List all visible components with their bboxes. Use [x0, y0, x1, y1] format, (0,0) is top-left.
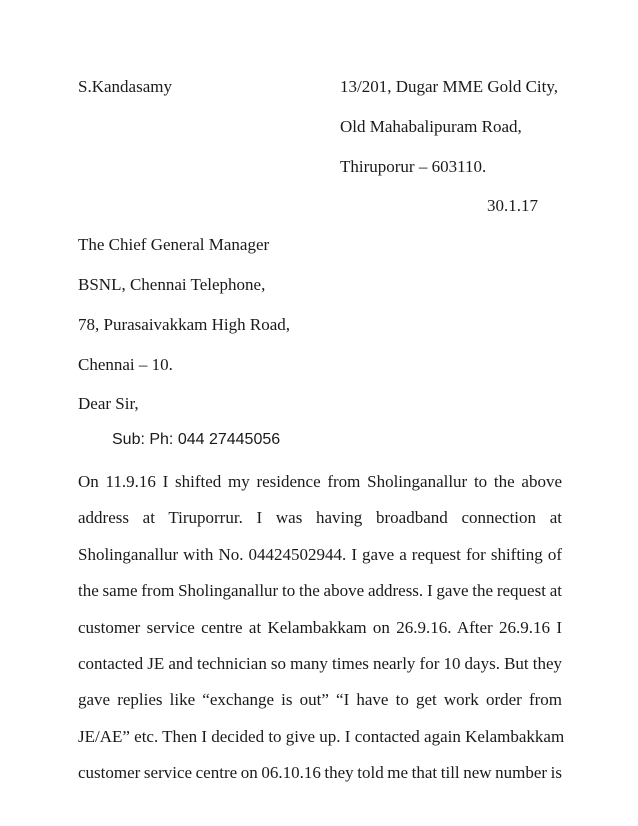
body-line: customer service centre on 06.10.16 they told me that till new number is [78, 763, 562, 783]
recipient-line-4: Chennai – 10. [78, 355, 173, 374]
body-line: contacted JE and technician so many times nearly for 10 days. But they [78, 653, 562, 673]
subject-line: Sub: Ph: 044 27445056 [112, 431, 281, 448]
body-line: gave replies like “exchange is out” “I have to get work order from [78, 690, 562, 710]
body-line: On 11.9.16 I shifted my residence from Sholinganallur to the above [78, 472, 562, 491]
body-line: the same from Sholinganallur to the above address. I gave the request at [78, 581, 562, 601]
body-paragraph [78, 464, 565, 792]
salutation: Dear Sir, [78, 394, 139, 413]
sender-name: S.Kandasamy [78, 77, 172, 96]
body-line: Sholinganallur with No. 04424502944. I gave a request for shifting of [78, 544, 562, 564]
body-line: customer service centre at Kelambakkam on 26.9.16. After 26.9.16 I [78, 617, 562, 637]
sender-address-line-1: 13/201, Dugar MME Gold City, [340, 77, 559, 96]
recipient-line-2: BSNL, Chennai Telephone, [78, 275, 266, 294]
recipient-line-1: The Chief General Manager [78, 235, 270, 254]
sender-address-line-2: Old Mahabalipuram Road, [340, 117, 522, 136]
body-line: JE/AE” etc. Then I decided to give up. I contacted again Kelambakkam [78, 726, 565, 746]
sender-address-line-3: Thiruporur – 603110. [340, 157, 487, 176]
letter-date: 30.1.17 [487, 196, 538, 215]
body-line: address at Tiruporrur. I was having broadband connection at [78, 508, 562, 528]
recipient-line-3: 78, Purasaivakkam High Road, [78, 315, 290, 334]
